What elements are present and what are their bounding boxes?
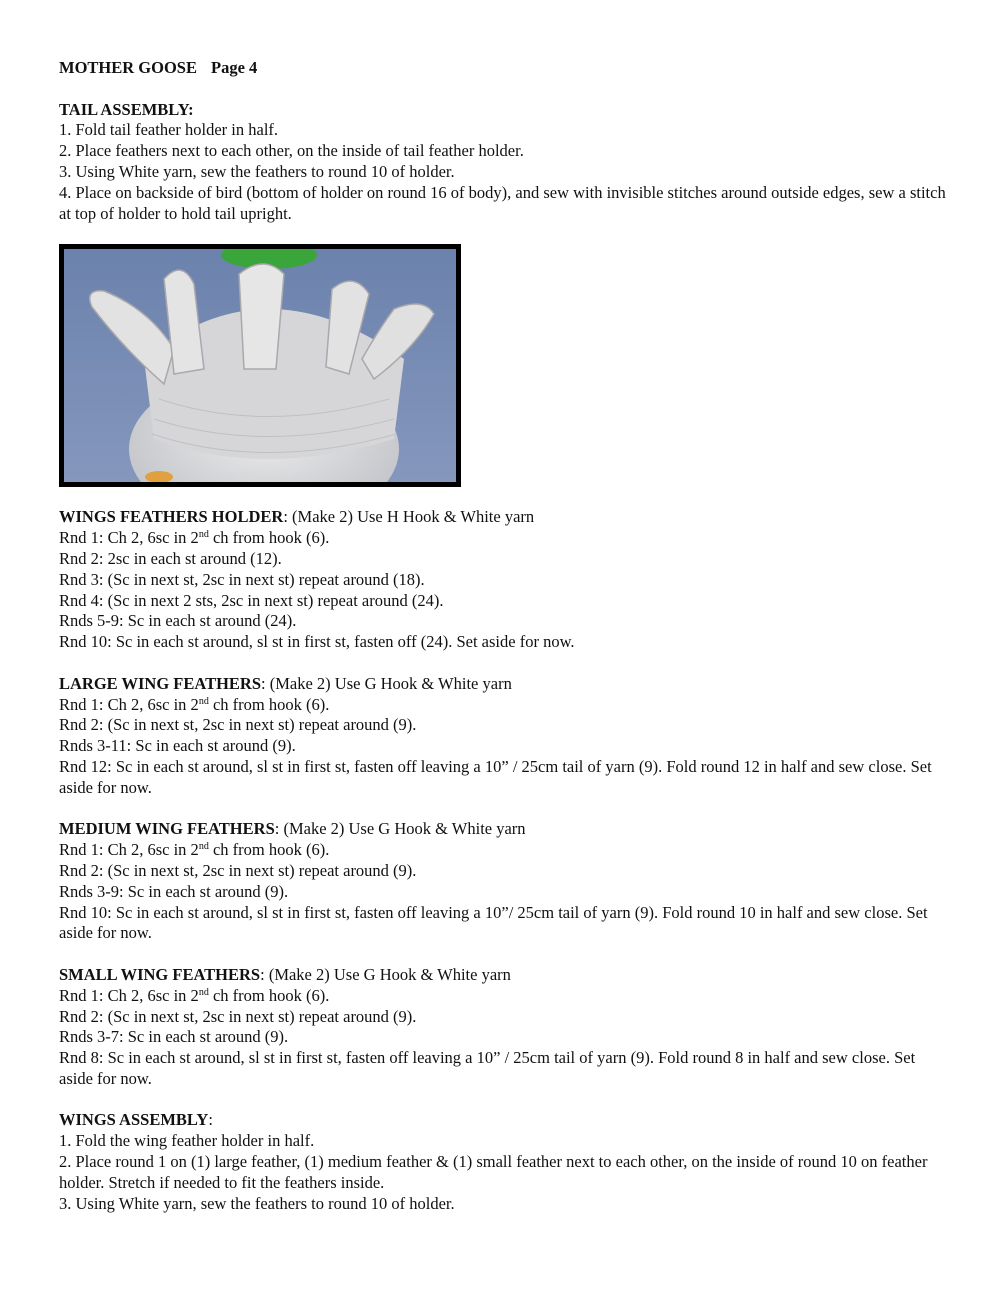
tail-step: 1. Fold tail feather holder in half. [59,120,279,140]
wings-holder-title [59,507,949,528]
pattern-row [59,528,949,549]
row-text: ch from hook (6). [208,985,330,1005]
pattern-row: Rnd 2: 2sc in each st around (12). [59,548,282,568]
row-text: ch from hook (6). [208,694,330,714]
ordinal-suffix: nd [198,841,209,853]
row-text: Rnd 1: Ch 2, 6sc in 2 [59,528,199,548]
assembly-step: 1. Fold the wing feather holder in half. [59,1131,315,1151]
page-title [59,58,949,79]
wings-assembly-section [59,1110,949,1214]
pattern-row: Rnd 10: Sc in each st around, sl st in first st, fasten off (24). Set aside for now. [59,632,575,652]
tail-step: 3. Using White yarn, sew the feathers to round 10 of holder. [59,161,455,181]
pattern-row: Rnds 3-11: Sc in each st around (9). [59,736,296,756]
large-feathers-subtitle: : (Make 2) Use G Hook & White yarn [261,673,512,693]
large-feathers-title [59,674,949,695]
tail-assembly-section [59,100,949,225]
row-text: ch from hook (6). [208,528,330,548]
ordinal-suffix: nd [198,695,209,707]
title-text: MOTHER GOOSE [59,58,197,77]
wings-assembly-heading: WINGS ASSEMBLY [59,1110,209,1130]
small-feathers-heading: SMALL WING FEATHERS [59,964,261,984]
tail-step: 4. Place on backside of bird (bottom of holder on round 16 of body), and sew with invisible stitches around outside edges, sew a stitch at top of holder to hold tail upright. [59,182,946,223]
small-feathers-title [59,965,949,986]
pattern-row: Rnds 3-7: Sc in each st around (9). [59,1027,289,1047]
tail-step: 2. Place feathers next to each other, on the inside of tail feather holder. [59,141,524,161]
medium-feathers-title [59,819,949,840]
row-text: Rnd 1: Ch 2, 6sc in 2 [59,985,199,1005]
pattern-row: Rnds 3-9: Sc in each st around (9). [59,881,289,901]
pattern-row: Rnds 5-9: Sc in each st around (24). [59,611,297,631]
pattern-row: Rnd 2: (Sc in next st, 2sc in next st) repeat around (9). [59,860,417,880]
small-feathers-subtitle: : (Make 2) Use G Hook & White yarn [260,964,511,984]
pattern-row: Rnd 10: Sc in each st around, sl st in first st, fasten off leaving a 10”/ 25cm tail of yarn (9). Fold round 10 in half and sew close. Set aside for now. [59,902,928,943]
pattern-row: Rnd 3: (Sc in next st, 2sc in next st) repeat around (18). [59,569,425,589]
document-page [59,58,949,1214]
pattern-row: Rnd 2: (Sc in next st, 2sc in next st) repeat around (9). [59,1006,417,1026]
pattern-row [59,986,949,1007]
assembly-step: 2. Place round 1 on (1) large feather, (1) medium feather & (1) small feather next to each other, on the inside of round 10 on feather holder. Stretch if needed to fit the feathers inside. [59,1152,928,1192]
ordinal-suffix: nd [198,529,209,541]
row-text: ch from hook (6). [208,840,330,860]
ordinal-suffix: nd [198,986,209,998]
wings-holder-section [59,507,949,653]
assembly-step: 3. Using White yarn, sew the feathers to round 10 of holder. [59,1193,455,1213]
pattern-row: Rnd 2: (Sc in next st, 2sc in next st) repeat around (9). [59,715,417,735]
row-text: Rnd 1: Ch 2, 6sc in 2 [59,840,199,860]
pattern-row: Rnd 12: Sc in each st around, sl st in first st, fasten off leaving a 10” / 25cm tail of yarn (9). Fold round 12 in half and sew close. Set aside for now. [59,756,932,797]
medium-feathers-subtitle: : (Make 2) Use G Hook & White yarn [274,819,526,839]
page-number: Page 4 [210,58,258,77]
crocheted-tail-feathers-photo [59,244,461,487]
wings-holder-subtitle: : (Make 2) Use H Hook & White yarn [283,507,535,527]
medium-feathers-section [59,819,949,944]
wings-assembly-title [59,1110,949,1131]
medium-feathers-heading: MEDIUM WING FEATHERS [59,819,275,839]
pattern-row [59,840,949,861]
pattern-row [59,695,949,716]
row-text: Rnd 1: Ch 2, 6sc in 2 [59,694,199,714]
pattern-row: Rnd 4: (Sc in next 2 sts, 2sc in next st) repeat around (24). [59,590,444,610]
pattern-row: Rnd 8: Sc in each st around, sl st in first st, fasten off leaving a 10” / 25cm tail of yarn (9). Fold round 8 in half and sew close. Set aside for now. [59,1048,916,1088]
tail-photo-illustration [64,249,456,482]
tail-assembly-heading: TAIL ASSEMBLY: [59,99,194,119]
heading-colon: : [208,1110,213,1130]
small-feathers-section [59,965,949,1090]
large-feathers-section [59,674,949,799]
large-feathers-heading: LARGE WING FEATHERS [59,673,262,693]
wings-holder-heading: WINGS FEATHERS HOLDER [59,507,284,527]
